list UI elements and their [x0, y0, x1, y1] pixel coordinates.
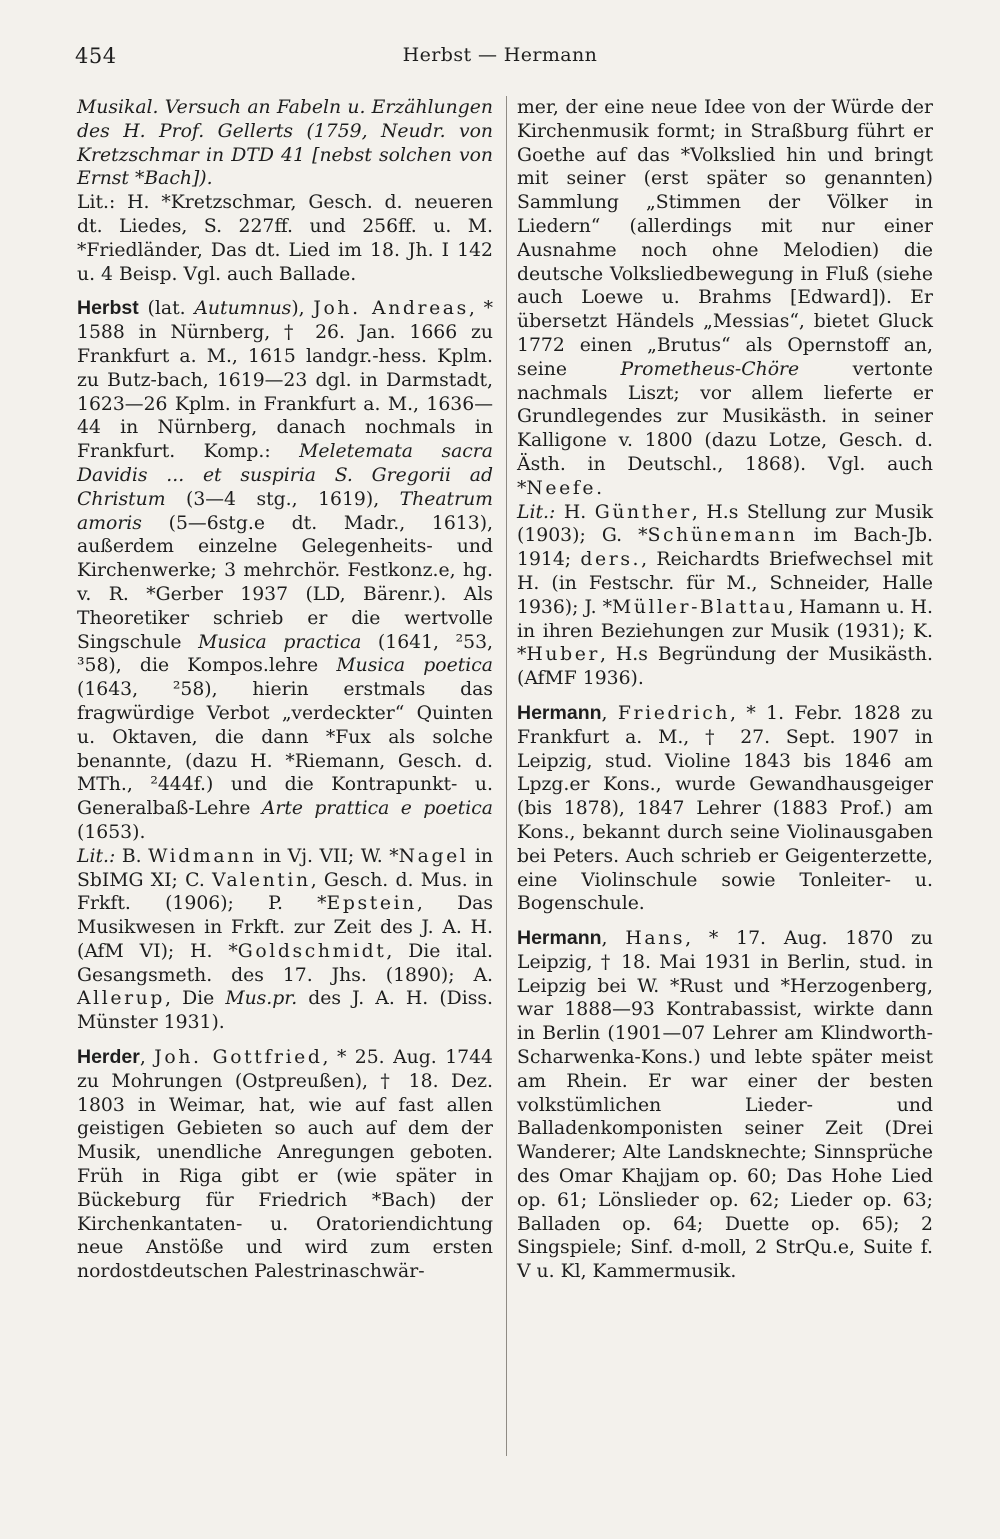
column-divider: [506, 96, 507, 1456]
entry-hermann-hans: Hermann, Hans, * 17. Aug. 1870 zu Leipzig, † 18. Mai 1931 in Berlin, stud. in Leipzig bei W. *Rust und *Herzogenberg, war 1888—93 Kontrabassist, wirkte dann in Berlin (1901—07 Lehrer am Klindworth-Scharwenka-Kons.) und lebte später meist am Rhein. Er war einer der besten volkstümlichen Lieder- und Balladenkomponisten seiner Zeit (Drei Wanderer; Alte Landsknechte; Sinnsprüche des Omar Khajjam op. 60; Das Hohe Lied op. 61; Lönslieder op. 62; Lieder op. 63; Balladen op. 64; Duette op. 65); 2 Singspiele; Sinf. d-moll, 2 StrQu.e, Suite f. V u. Kl, Kammermusik.: [517, 927, 933, 1283]
entry-hermann-friedrich: Hermann, Friedrich, * 1. Febr. 1828 zu Frankfurt a. M., † 27. Sept. 1907 in Leipzig, stud. Violine 1843 bis 1846 am Lpzg.er Kons., wurde Gewandhausgeiger (bis 1878), 1847 Lehrer (1883 Prof.) am Kons., bekannt durch seine Violinausgaben bei Peters. Auch schrieb er Geigenterzette, eine Violinschule sowie Tonleiter- u. Bogenschule.: [517, 701, 933, 915]
headword-hermann-hans: Hermann: [517, 927, 602, 950]
left-column: [77, 96, 493, 1284]
gellert-literature: Lit.: H. *Kretzschmar, Gesch. d. neueren dt. Liedes, S. 227ff. und 256ff. u. M. *Friedländer, Das dt. Lied im 18. Jh. I 142 u. 4 Beisp. Vgl. auch Ballade.: [77, 192, 493, 285]
page-header: [75, 44, 925, 78]
running-head: Herbst — Hermann: [402, 44, 598, 66]
right-column: [517, 96, 933, 1284]
herder-continuation: mer, der eine neue Idee von der Würde der Kirchenmusik formt; in Straßburg führt er Goethe auf das *Volkslied hin und bringt mit seiner (erst später so genannten) Sammlung „Stimmen der Völker in Liedern“ (allerdings mit nur einer Ausnahme noch ohne Melodien) die deutsche Volksliedbewegung in Fluß (siehe auch Loewe u. Brahms [Edward]). Er übersetzt Händels „Messias“, bietet Gluck 1772 einen „Brutus“ als Opernstoff an, seine Prometheus-Chöre vertonte nachmals Liszt; vor allem lieferte er Grundlegendes zur Musikästh. in seiner Kalligone v. 1800 (dazu Lotze, Gesch. d. Ästh. in Deutschl., 1868). Vgl. auch *Neefe.: [517, 97, 933, 499]
gellert-continuation: Musikal. Versuch an Fabeln u. Erzählungen des H. Prof. Gellerts (1759, Neudr. von Kretzschmar in DTD 41 [nebst solchen von Ernst *Bach]).: [77, 97, 493, 190]
entry-herder: Herder, Joh. Gottfried, * 25. Aug. 1744 zu Mohrungen (Ostpreußen), † 18. Dez. 1803 in Weimar, hat, wie auf fast allen geistigen Gebieten so auch auf dem der Musik, unendliche Anregungen geboten. Früh in Riga gibt er (wie später in Bückeburg für Friedrich *Bach) der Kirchenkantaten- u. Oratoriendichtung neue Anstöße und wird zum ersten nordostdeutschen Palestrinaschwär-: [77, 1046, 493, 1283]
entry-herbst: Herbst (lat. Autumnus), Joh. Andreas, * 1588 in Nürnberg, † 26. Jan. 1666 zu Frankfurt a. M., 1615 landgr.-hess. Kplm. zu Butz-bach, 1619—23 dgl. in Darmstadt, 1623—26 Kplm. in Frankfurt a. M., 1636—44 in Nürnberg, danach nochmals in Frankfurt. Komp.: Meletemata sacra Davidis ... et suspiria S. Gregorii ad Christum (3—4 stg., 1619), Theatrum amoris (5—6stg.e dt. Madr., 1613), außerdem einzelne Gelegenheits- und Kirchenwerke; 3 mehrchör. Festkonz.e, hg. v. R. *Gerber 1937 (LD, Bärenr.). Als Theoretiker schrieb er die wertvolle Singschule Musica practica (1641, ²53, ³58), die Kompos.lehre Musica poetica (1643, ²58), hierin erstmals das fragwürdige Verbot „verdeckter“ Quinten u. Oktaven, die dann *Fux als solche benannte, (dazu H. *Riemann, Gesch. d. MTh., ²444f.) und die Kontrapunkt- u. Generalbaß-Lehre Arte prattica e poetica (1653).: [77, 297, 494, 843]
headword-hermann-friedrich: Hermann: [517, 701, 602, 724]
headword-herbst: Herbst: [77, 297, 139, 320]
herbst-literature: Lit.: B. Widmann in Vj. VII; W. *Nagel in SbIMG XI; C. Valentin, Gesch. d. Mus. in Frkft. (1906); P. *Epstein, Das Musikwesen in Frkft. zur Zeit des J. A. H. (AfM VI); H. *Goldschmidt, Die ital. Gesangsmeth. des 17. Jhs. (1890); A. Allerup, Die Mus.pr. des J. A. H. (Diss. Münster 1931).: [77, 845, 494, 1034]
herder-literature: Lit.: H. Günther, H.s Stellung zur Musik (1903); G. *Schünemann im Bach-Jb. 1914; ders., Reichardts Briefwechsel mit H. (in Festschr. für M., Schneider, Halle 1936); J. *Müller-Blattau, Hamann u. H. in ihren Beziehungen zur Musik (1931); K. *Huber, H.s Begründung der Musikästh. (AfMF 1936).: [517, 501, 933, 690]
page-number: 454: [75, 44, 117, 68]
headword-herder: Herder: [77, 1046, 140, 1069]
